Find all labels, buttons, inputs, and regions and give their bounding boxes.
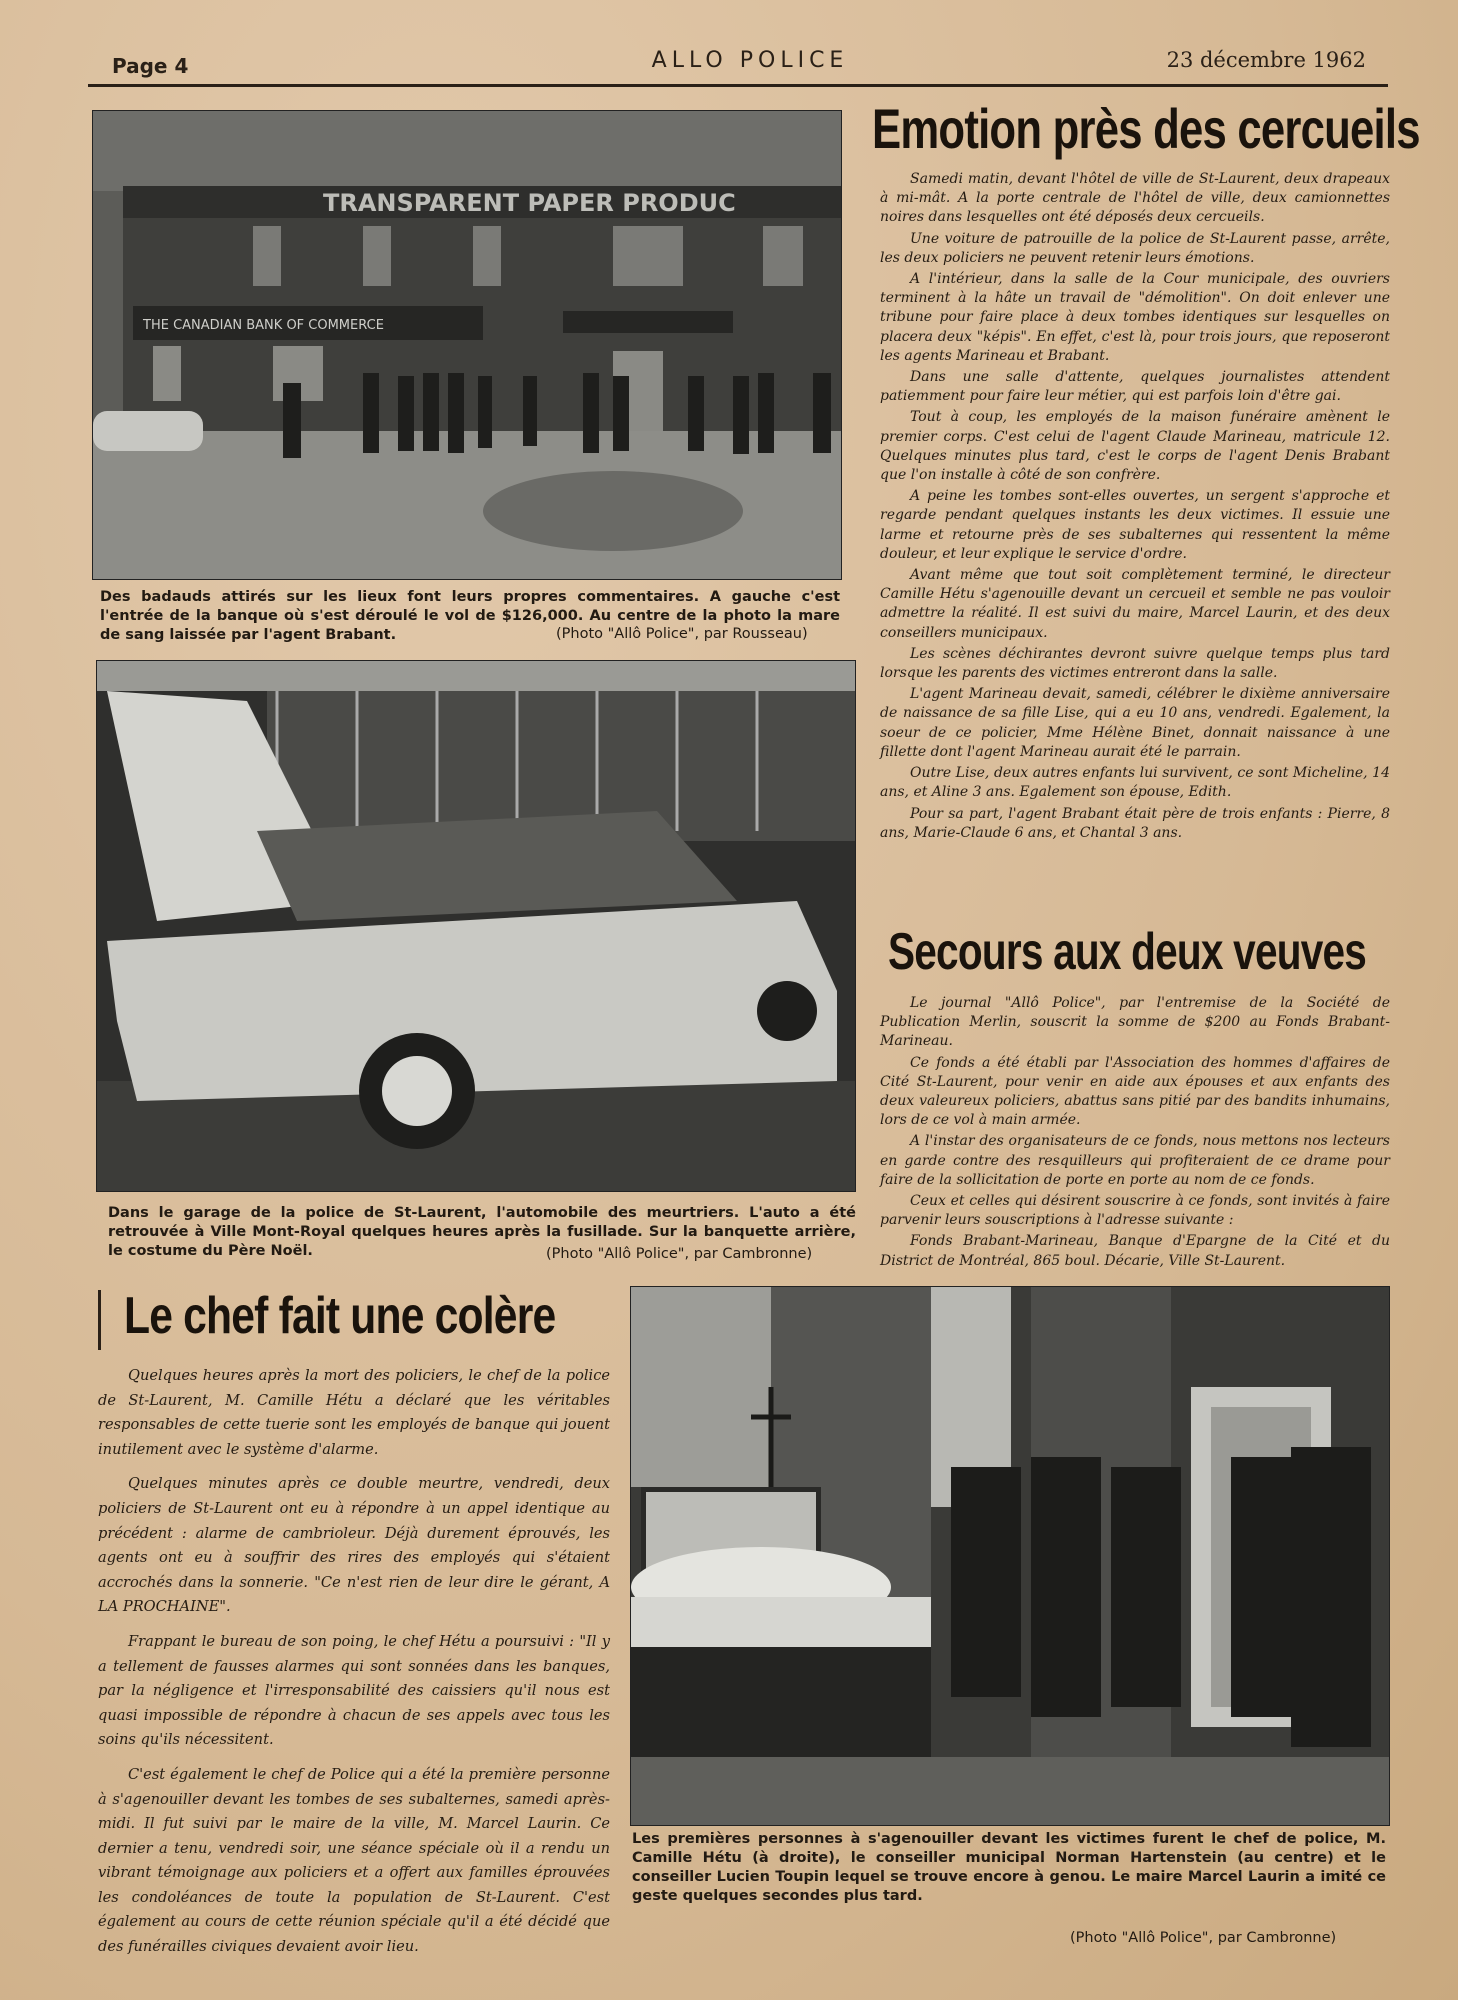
article1-body bbox=[880, 170, 1390, 845]
photo1-credit: (Photo "Allô Police", par Rousseau) bbox=[556, 626, 808, 642]
article3-paragraph: C'est également le chef de Police qui a été la première personne à s'agenouiller devant les tombes de ses subalternes, samedi après-midi. Il fut suivi par le maire de la ville, M. Marcel Laurin. Ce dernier a tenu, vendredi soir, une séance spéciale où il a rendu un vibrant témoignage aux policiers et a offert aux familles éprouvées les condoléances de toute la population de St-Laurent. C'est également au cours de cette réunion spéciale qu'il a été décidé que des funérailles civiques devaient avoir lieu. bbox=[98, 1765, 610, 1956]
article2-body bbox=[880, 994, 1390, 1273]
article1-paragraph: Samedi matin, devant l'hôtel de ville de St-Laurent, deux drapeaux à mi-mât. A la porte centrale de l'hôtel de ville, deux camionnettes noires dans lesquelles ont été déposés deux cercueils. bbox=[880, 171, 1390, 226]
photo2-credit: (Photo "Allô Police", par Cambronne) bbox=[546, 1246, 813, 1262]
article1-paragraph: L'agent Marineau devait, samedi, célébrer le dixième anniversaire de naissance de sa fille Lise, qui a eu 10 ans, vendredi. Egalement, la soeur de ce policier, Mme Hélène Binet, donnait naissance à une fillette dont l'agent Marineau aurait été le parrain. bbox=[880, 686, 1390, 760]
article2-paragraph: A l'instar des organisateurs de ce fonds, nous mettons nos lecteurs en garde contre des resquilleurs qui profiteraient de ce drame pour faire de la sollicitation de porte en porte au nom de ce fonds. bbox=[880, 1133, 1390, 1188]
bank-sign-text: THE CANADIAN BANK OF COMMERCE bbox=[143, 318, 384, 333]
article1-headline: Emotion près des cercueils bbox=[872, 97, 1420, 160]
article2-paragraph: Le journal "Allô Police", par l'entremise de la Société de Publication Merlin, souscrit la somme de $200 au Fonds Brabant-Marineau. bbox=[880, 995, 1390, 1050]
page-number: Page 4 bbox=[112, 54, 189, 78]
article2-paragraph: Ceux et celles qui désirent souscrire à ce fonds, sont invités à faire parvenir leurs souscriptions à l'adresse suivante : bbox=[880, 1193, 1390, 1229]
photo-caskets bbox=[630, 1286, 1390, 1826]
article2-paragraph: Fonds Brabant-Marineau, Banque d'Epargne de la Cité et du District de Montréal, 865 boul. Décarie, Ville St-Laurent. bbox=[880, 1233, 1390, 1269]
article1-paragraph: A l'intérieur, dans la salle de la Cour municipale, des ouvriers terminent à la hâte un travail de "démolition". On doit enlever une tribune pour faire place à deux tombes identiques sur lesquelles on placera deux "képis". En effet, c'est là, pour trois jours, que reposeront les agents Marineau et Brabant. bbox=[880, 271, 1390, 364]
photo3-credit: (Photo "Allô Police", par Cambronne) bbox=[1070, 1930, 1337, 1946]
photo2-caption: Dans le garage de la police de St-Laurent, l'automobile des meurtriers. L'auto a été retrouvée à Ville Mont-Royal quelques heures après la fusillade. Sur la banquette arrière, le costume du Père Noël. bbox=[108, 1205, 856, 1259]
article2-headline: Secours aux deux veuves bbox=[888, 923, 1367, 981]
article2-paragraph: Ce fonds a été établi par l'Association des hommes d'affaires de Cité St-Laurent, pour venir en aide aux épouses et aux enfants des deux valeureux policiers, abattus sans pitié par des bandits inhumains, lors de ce vol à main armée. bbox=[880, 1054, 1390, 1129]
photo3-caption: Les premières personnes à s'agenouiller devant les victimes furent le chef de police, M. Camille Hétu (à droite), le conseiller municipal Norman Hartenstein (au centre) et le conseiller Lucien Toupin lequel se trouve encore à genou. Le maire Marcel Laurin a imité ce geste quelques secondes plus tard. bbox=[632, 1831, 1386, 1904]
article1-paragraph: Dans une salle d'attente, quelques journalistes attendent patiemment pour faire leur métier, qui est parfois loin d'être gai. bbox=[880, 369, 1390, 405]
article1-paragraph: A peine les tombes sont-elles ouvertes, un sergent s'approche et regarde pendant quelques instants les deux victimes. Il essuie une larme et retourne près de ses subalternes qui ressentent la même douleur, et leur explique le service d'ordre. bbox=[880, 488, 1390, 562]
article3-paragraph: Quelques heures après la mort des policiers, le chef de la police de St-Laurent, M. Camille Hétu a déclaré que les véritables responsables de cette tuerie sont les employés de banque qui jouent inutilement avec le système d'alarme. bbox=[98, 1367, 610, 1458]
headline-bar bbox=[98, 1290, 101, 1350]
article1-paragraph: Outre Lise, deux autres enfants lui survivent, ce sont Micheline, 14 ans, et Aline 3 ans. Egalement son épouse, Edith. bbox=[880, 765, 1390, 801]
article1-paragraph: Pour sa part, l'agent Brabant était père de trois enfants : Pierre, 8 ans, Marie-Claude 6 ans, et Chantal 3 ans. bbox=[880, 805, 1390, 841]
sign-top-text: TRANSPARENT PAPER PRODUC bbox=[323, 189, 736, 217]
photo1-caption: Des badauds attirés sur les lieux font leurs propres commentaires. A gauche c'est l'entrée de la banque où s'est déroulé le vol de $126,000. Au centre de la photo la mare de sang laissée par l'agent Brabant. bbox=[100, 589, 840, 643]
photo-bank-exterior bbox=[92, 110, 842, 580]
issue-date: 23 décembre 1962 bbox=[1166, 48, 1366, 72]
article3-paragraph: Quelques minutes après ce double meurtre, vendredi, deux policiers de St-Laurent ont eu à répondre à un appel identique au précédent : alarme de cambrioleur. Déjà durement éprouvés, les agents ont eu à souffrir des rires des employés qui s'étaient accrochés dans la sonnerie. "Ce n'est rien de leur dire le gérant, A LA PROCHAINE". bbox=[98, 1475, 610, 1616]
article3-paragraph: Frappant le bureau de son poing, le chef Hétu a poursuivi : "Il y a tellement de fausses alarmes qui sont sonnées dans les banques, par la négligence et l'irresponsabilité des caissiers qu'il nous est quasi impossible de répondre à chacun de ses appels avec tous les soins qu'ils nécessitent. bbox=[98, 1632, 610, 1749]
article1-paragraph: Tout à coup, les employés de la maison funéraire amènent le premier corps. C'est celui de l'agent Claude Marineau, matricule 12. Quelques minutes plus tard, c'est le corps de l'agent Denis Brabant que l'on installe à côté de son confrère. bbox=[880, 409, 1390, 484]
header-rule bbox=[88, 84, 1388, 87]
article1-paragraph: Les scènes déchirantes devront suivre quelque temps plus tard lorsque les parents des victimes entreront dans la salle. bbox=[880, 645, 1390, 682]
photo-getaway-car bbox=[96, 660, 856, 1192]
article3-body bbox=[98, 1364, 610, 1970]
article1-paragraph: Avant même que tout soit complètement terminé, le directeur Camille Hétu s'agenouille devant un cercueil et semble ne pas vouloir admettre la réalité. Il est suivi du maire, Marcel Laurin, et des deux conseillers municipaux. bbox=[880, 567, 1390, 641]
article1-paragraph: Une voiture de patrouille de la police de St-Laurent passe, arrête, les deux policiers ne peuvent retenir leurs émotions. bbox=[880, 230, 1390, 266]
article3-headline: Le chef fait une colère bbox=[124, 1287, 556, 1345]
newspaper-title: ALLO POLICE bbox=[651, 48, 849, 73]
